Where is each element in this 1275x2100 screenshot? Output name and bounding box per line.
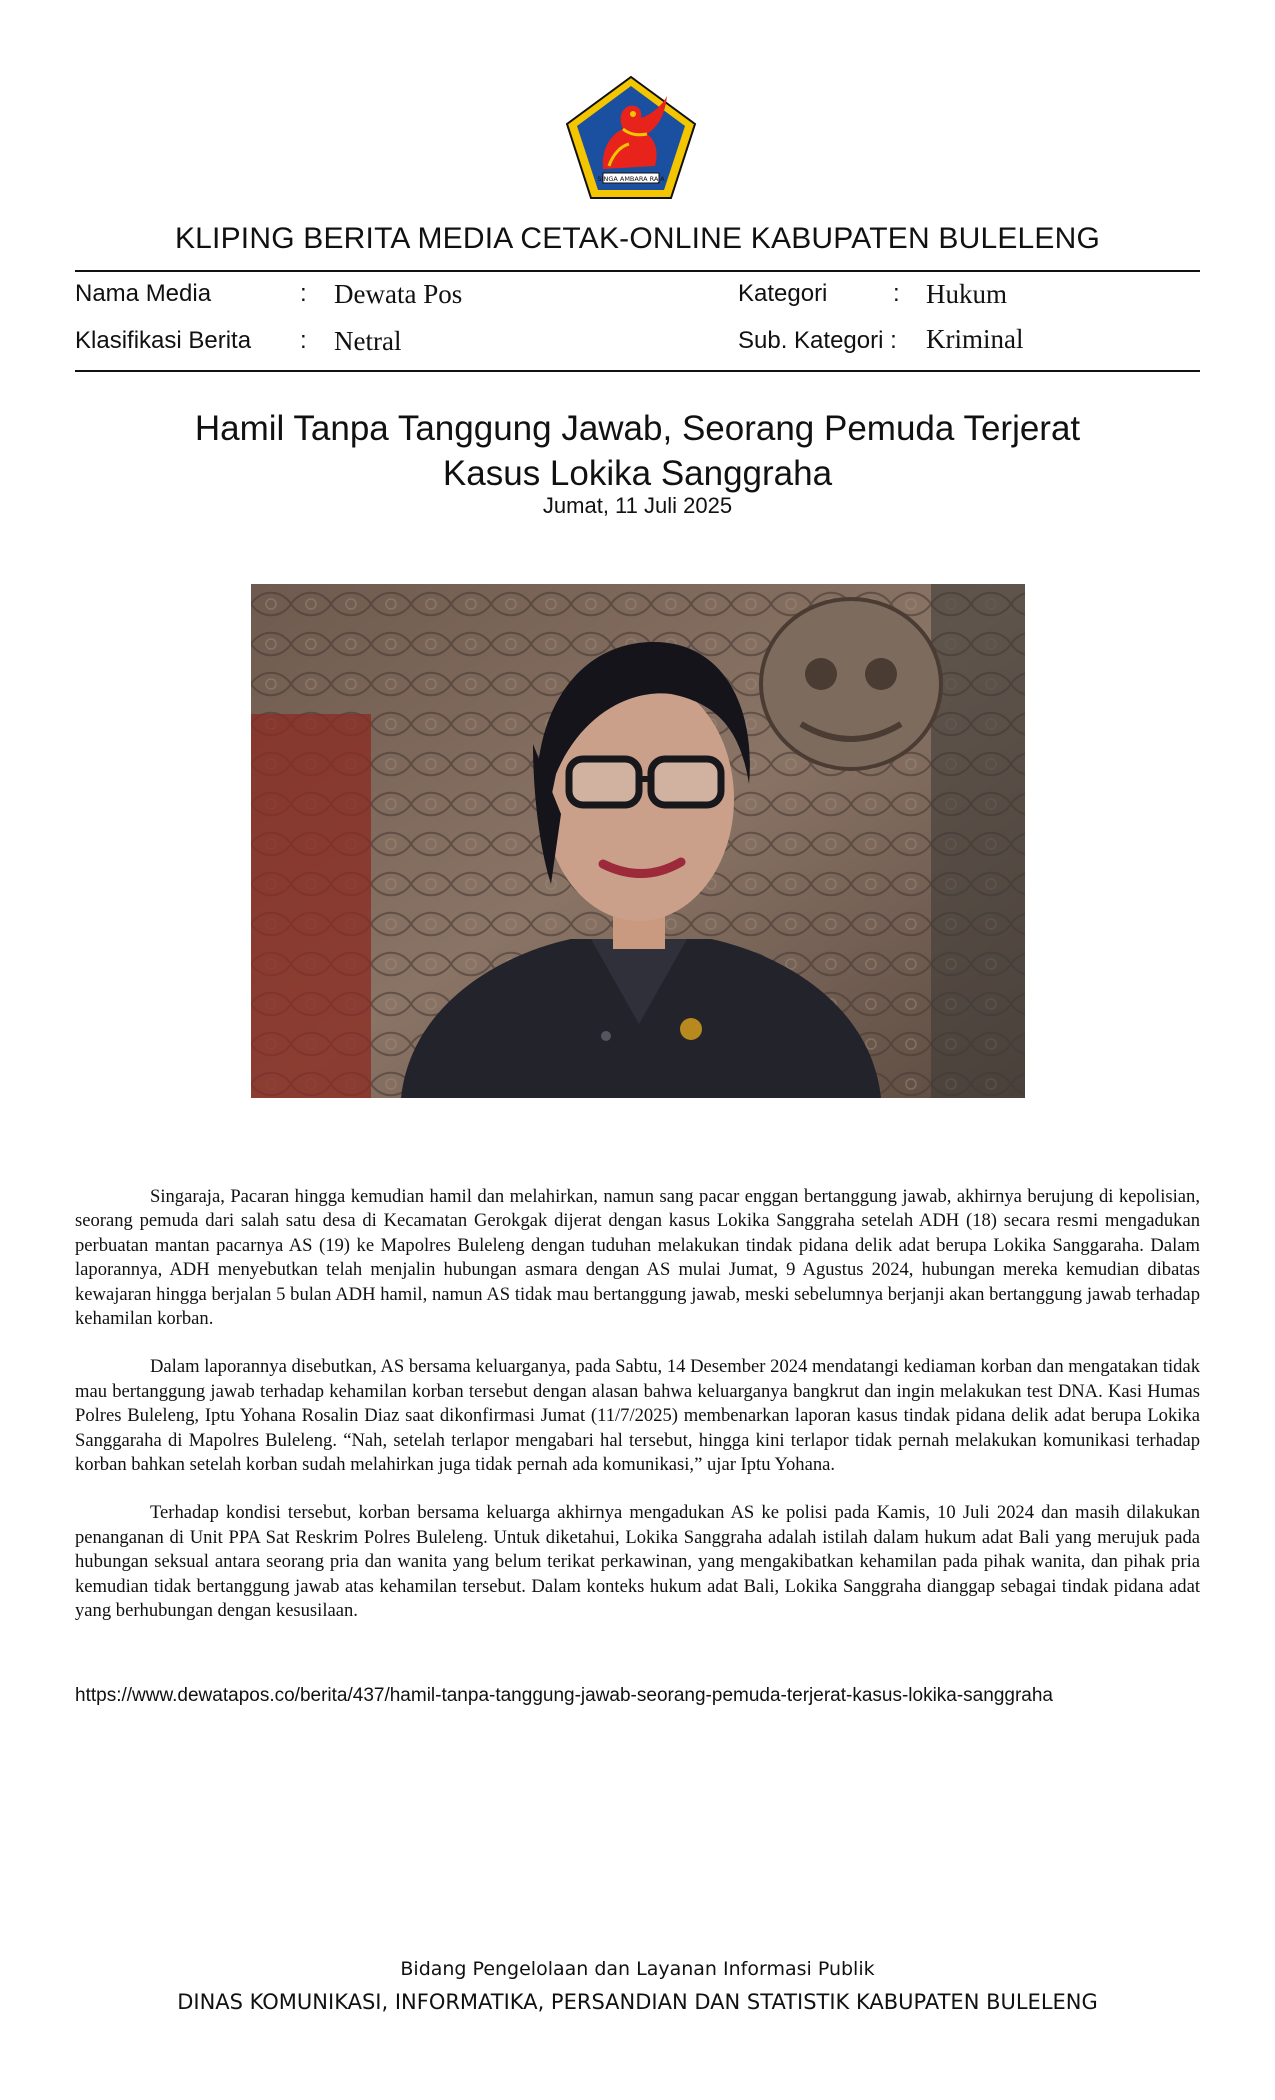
article-headline-line2: Kasus Lokika Sanggraha xyxy=(442,454,833,493)
header-bottom-divider xyxy=(75,370,1200,372)
article-paragraph: Singaraja, Pacaran hingga kemudian hamil dan melahirkan, namun sang pacar enggan bertanggung jawab, akhirnya berujung di kepolisian, seorang pemuda dari salah satu desa di Kecamatan Gerokgak dijerat dengan kasus Lokika Sanggraha setelah ADH (18) secara resmi mengadukan perbuatan mantan pacarnya AS (19) ke Mapolres Buleleng dengan tuduhan melakukan tindak pidana delik adat berupa Lokika Sanggaraha. Dalam laporannya, ADH menyebutkan telah menjalin hubungan asmara dengan AS mulai Jumat, 9 Agustus 2024, hubungan mereka kemudian dibatas kewajaran hingga berjalan 5 bulan ADH hamil, namun AS tidak mau bertanggung jawab, meski sebelumnya berjanji akan bertanggung jawab terhadap kehamilan korban. xyxy=(75,1186,1200,1330)
clipping-header-title: KLIPING BERITA MEDIA CETAK-ONLINE KABUPATEN BULELENG xyxy=(174,222,1101,255)
subcategory-value: Kriminal xyxy=(926,324,1024,354)
article-date: Jumat, 11 Juli 2025 xyxy=(542,493,733,518)
classification-label: Klasifikasi Berita xyxy=(75,327,252,354)
article-headline-line1: Hamil Tanpa Tanggung Jawab, Seorang Pemuda Terjerat xyxy=(194,409,1081,448)
media-name-colon: : xyxy=(300,280,307,307)
classification-colon: : xyxy=(300,327,307,354)
classification-value: Netral xyxy=(334,326,402,356)
subcategory-label: Sub. Kategori : xyxy=(738,327,897,354)
article-body xyxy=(75,1185,1200,1648)
source-url-link[interactable]: https://www.dewatapos.co/berita/437/hamil-tanpa-tanggung-jawab-seorang-pemuda-terjerat-kasus-lokika-sanggraha xyxy=(75,1685,1053,1706)
category-label: Kategori xyxy=(738,280,828,307)
category-value: Hukum xyxy=(926,279,1007,309)
header-top-divider xyxy=(75,270,1200,272)
article-paragraph: Terhadap kondisi tersebut, korban bersama keluarga akhirnya mengadukan AS ke polisi pada Kamis, 10 Juli 2024 dan masih dilakukan penanganan di Unit PPA Sat Reskrim Polres Buleleng. Untuk diketahui, Lokika Sanggraha adalah istilah dalam hukum adat Bali yang merujuk pada hubungan seksual antara seorang pria dan wanita yang belum terikat perkawinan, yang mengakibatkan kehamilan pada pihak wanita, dan pihak pria kemudian tidak bertanggung jawab atas kehamilan tersebut. Dalam konteks hukum adat Bali, Lokika Sanggraha dianggap sebagai tindak pidana adat yang berhubungan dengan kesusilaan. xyxy=(75,1502,1200,1622)
media-name-label: Nama Media xyxy=(75,280,212,307)
media-name-value: Dewata Pos xyxy=(334,279,463,309)
footer-department: DINAS KOMUNIKASI, INFORMATIKA, PERSANDIAN DAN STATISTIK KABUPATEN BULELENG xyxy=(177,1990,1098,2014)
footer-division: Bidang Pengelolaan dan Layanan Informasi Publik xyxy=(400,1958,875,1980)
category-colon: : xyxy=(893,280,900,307)
article-paragraph: Dalam laporannya disebutkan, AS bersama keluarganya, pada Sabtu, 14 Desember 2024 mendatangi kediaman korban dan mengatakan tidak mau bertanggung jawab terhadap kehamilan korban tersebut dengan alasan bahwa keluarganya bangkrut dan ingin melakukan test DNA. Kasi Humas Polres Buleleng, Iptu Yohana Rosalin Diaz saat dikonfirmasi Jumat (11/7/2025) membenarkan laporan kasus tindak pidana delik adat berupa Lokika Sanggaraha di Mapolres Buleleng. “Nah, setelah terlapor mengabari hal tersebut, hingga kini terlapor tidak pernah melakukan komunikasi terhadap korban bahkan setelah korban sudah melahirkan juga tidak pernah ada komunikasi,” ujar Iptu Yohana. xyxy=(75,1356,1200,1476)
buleleng-emblem-logo xyxy=(563,74,699,202)
logo-motto-text: SINGA AMBARA RAJA xyxy=(597,175,665,183)
article-photo xyxy=(251,584,1025,1098)
